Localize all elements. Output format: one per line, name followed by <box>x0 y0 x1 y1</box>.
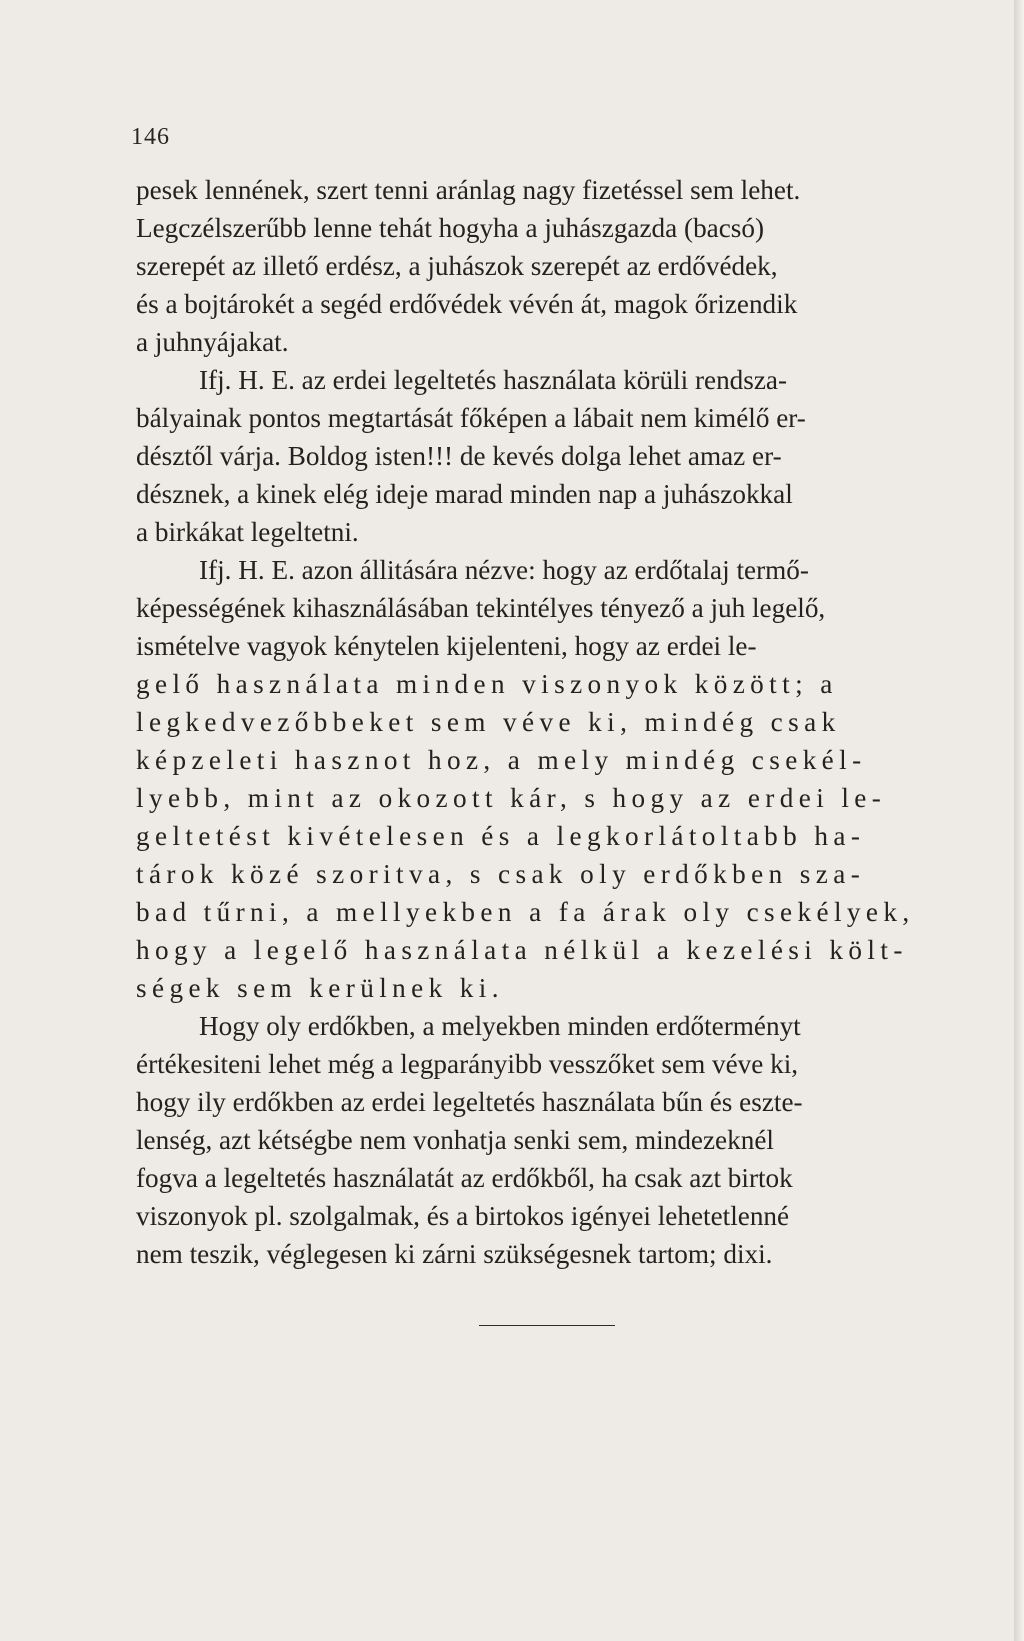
paragraph-start-line: Hogy oly erdőkben, a melyekben minden erdőterményt <box>199 1011 801 1041</box>
paragraph-start-line: Ifj. H. E. az erdei legeltetés használata körüli rendsza- <box>199 365 788 395</box>
text-line: képességének kihasználásában tekintélyes tényező a juh legelő, <box>136 593 826 623</box>
text-line: bályainak pontos megtartását főképen a lábait nem kimélő er- <box>136 403 806 433</box>
spaced-text-line: hogy a legelő használata nélkül a kezelési költ- <box>136 935 908 965</box>
text-line: a birkákat legeltetni. <box>136 517 359 547</box>
text-line: a juhnyájakat. <box>136 327 289 357</box>
text-line: hogy ily erdőkben az erdei legeltetés használata bűn és eszte- <box>136 1087 803 1117</box>
text-line: désztől várja. Boldog isten!!! de kevés dolga lehet amaz er- <box>136 441 782 471</box>
spaced-text-line: bad tűrni, a mellyekben a fa árak oly csekélyek, <box>136 897 915 927</box>
text-line: ismételve vagyok kénytelen kijelenteni, hogy az erdei le- <box>136 631 757 661</box>
text-line: szerepét az illető erdész, a juhászok szerepét az erdővédek, <box>136 251 778 281</box>
spaced-text-line: legkedvezőbbeket sem véve ki, mindég csak <box>136 707 841 737</box>
text-line: értékesiteni lehet még a legparányibb vesszőket sem véve ki, <box>136 1049 799 1079</box>
text-line: és a bojtárokét a segéd erdővédek vévén át, magok őrizendik <box>136 289 798 319</box>
spaced-text-line: lyebb, mint az okozott kár, s hogy az erdei le- <box>136 783 887 813</box>
spaced-text-line: tárok közé szoritva, s csak oly erdőkben sza- <box>136 859 866 889</box>
text-line: lenség, azt kétségbe nem vonhatja senki sem, mindezeknél <box>136 1125 774 1155</box>
text-line: viszonyok pl. szolgalmak, és a birtokos igényei lehetetlenné <box>136 1201 790 1231</box>
spaced-text-line: ségek sem kerülnek ki. <box>136 973 504 1003</box>
paragraph-start-line: Ifj. H. E. azon állitására nézve: hogy az erdőtalaj termő- <box>199 555 809 585</box>
text-line: pesek lennének, szert tenni aránlag nagy fizetéssel sem lehet. <box>136 175 801 205</box>
text-line: nem teszik, véglegesen ki zárni szükségesnek tartom; dixi. <box>136 1239 773 1269</box>
section-divider <box>479 1325 615 1326</box>
text-line: désznek, a kinek elég ideje marad minden nap a juhászokkal <box>136 479 793 509</box>
page-edge <box>1014 0 1024 1641</box>
text-line: fogva a legeltetés használatát az erdőkből, ha csak azt birtok <box>136 1163 793 1193</box>
text-line: Legczélszerűbb lenne tehát hogyha a juhászgazda (bacsó) <box>136 213 765 243</box>
spaced-text-line: gelő használata minden viszonyok között; a <box>136 669 838 699</box>
page-number: 146 <box>131 124 170 150</box>
spaced-text-line: geltetést kivételesen és a legkorlátoltabb ha- <box>136 821 866 851</box>
spaced-text-line: képzeleti hasznot hoz, a mely mindég csekél- <box>136 745 867 775</box>
